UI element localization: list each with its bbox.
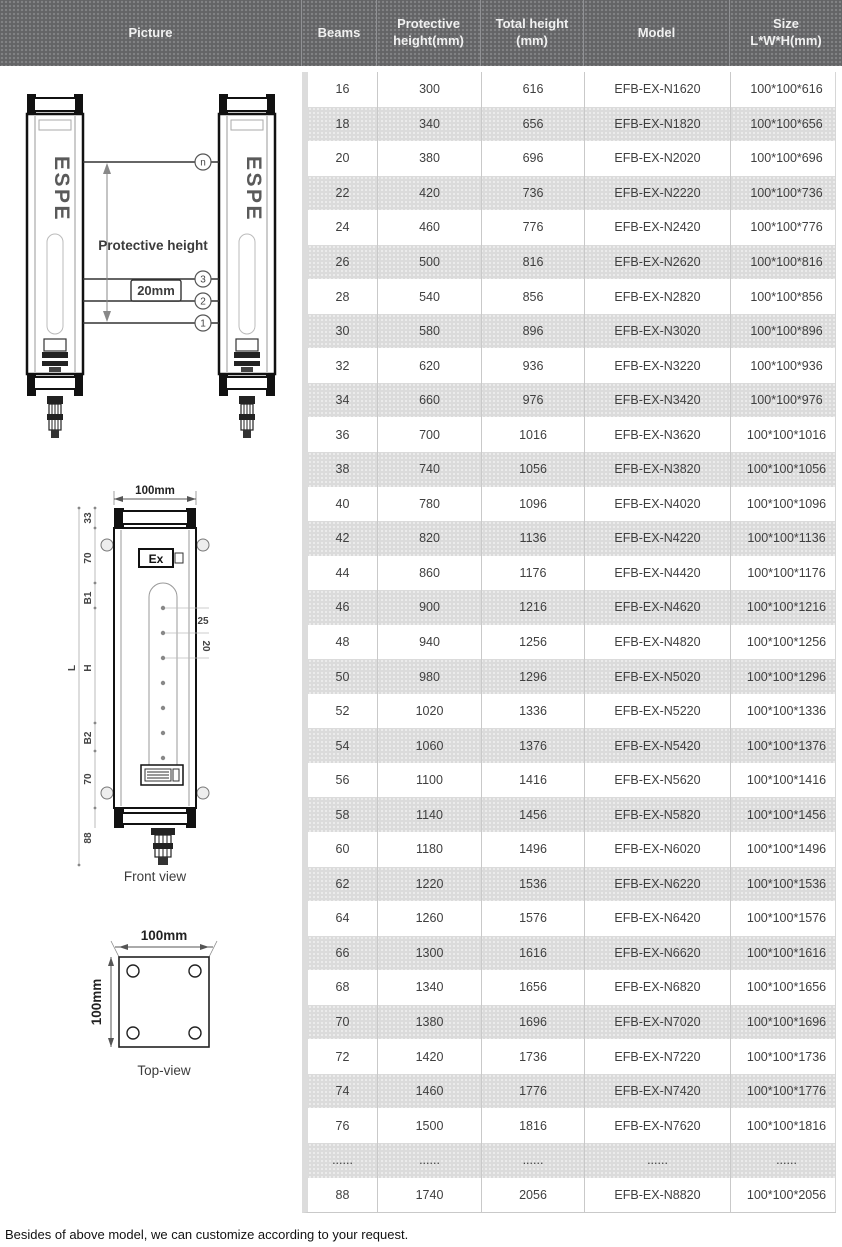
dim-33: 33 [83,512,94,524]
table-row [308,521,836,556]
table-cell: EFB-EX-N2420 [584,210,730,245]
table-cell: 976 [481,383,584,418]
dim-l: L [67,664,78,672]
customization-note: Besides of above model, we can customize according to your request. [5,1227,409,1243]
table-cell: 36 [335,427,350,442]
table-cell: 48 [335,635,350,650]
table-cell: EFB-EX-N7020 [584,1005,730,1040]
table-cell: 1300 [377,936,481,971]
dim-h: H [83,664,94,672]
table-cell: 100*100*776 [730,210,842,245]
table-row [308,832,836,867]
table-cell: 100*100*656 [730,107,842,142]
table-cell: 100*100*2056 [730,1178,842,1213]
table-cell: 32 [335,358,350,373]
header-protective-height: Protective height(mm) [377,0,481,66]
table-row [308,1108,836,1143]
table-cell: 1616 [481,936,584,971]
beam-marker-3: 3 [200,274,206,286]
table-cell: 740 [377,452,481,487]
table-cell: EFB-EX-N6620 [584,936,730,971]
table-cell: 1216 [481,590,584,625]
table-row [308,383,836,418]
table-cell: 100*100*1776 [730,1074,842,1109]
table-cell: EFB-EX-N4020 [584,487,730,522]
table-cell: 1176 [481,556,584,591]
dim-b1: B1 [83,591,94,605]
table-cell: 1420 [377,1039,481,1074]
table-cell: 700 [377,417,481,452]
table-cell: EFB-EX-N4820 [584,625,730,660]
table-cell: 38 [335,462,350,477]
table-cell: 580 [377,314,481,349]
table-cell: ...... [332,1153,353,1168]
table-row [308,1178,836,1213]
table-cell: 24 [335,220,350,235]
table-cell: 616 [481,72,584,107]
table-cell: 1816 [481,1108,584,1143]
table-row [308,1005,836,1040]
table-cell: 1736 [481,1039,584,1074]
table-cell: EFB-EX-N7220 [584,1039,730,1074]
table-cell: 52 [335,704,350,719]
table-cell: 1060 [377,728,481,763]
light-curtain-pair-diagram [3,84,299,459]
table-cell: 816 [481,245,584,280]
dim-25: 25 [197,616,209,627]
beam-marker-1: 1 [200,318,206,330]
table-cell: 100*100*1696 [730,1005,842,1040]
table-cell: EFB-EX-N5420 [584,728,730,763]
table-cell: 16 [335,82,350,97]
header-total-height: Total height (mm) [481,0,584,66]
table-row [308,797,836,832]
table-cell: 100*100*936 [730,348,842,383]
table-cell: EFB-EX-N2820 [584,279,730,314]
table-cell: ...... [377,1143,481,1178]
table-cell: 70 [335,1015,350,1030]
table-cell: 74 [335,1084,350,1099]
ex-marking: Ex [148,552,164,566]
table-cell: 76 [335,1118,350,1133]
table-cell: 100*100*736 [730,176,842,211]
table-cell: 1500 [377,1108,481,1143]
table-cell: EFB-EX-N3220 [584,348,730,383]
header-picture: Picture [0,0,302,66]
table-cell: 100*100*976 [730,383,842,418]
table-cell: 780 [377,487,481,522]
table-cell: 100*100*1576 [730,901,842,936]
table-cell: 1336 [481,694,584,729]
table-row [308,556,836,591]
table-cell: 776 [481,210,584,245]
table-cell: 22 [335,185,350,200]
table-cell: 54 [335,738,350,753]
table-cell: 1380 [377,1005,481,1040]
table-cell: 1740 [377,1178,481,1213]
table-cell: 340 [377,107,481,142]
table-cell: EFB-EX-N3820 [584,452,730,487]
table-row [308,901,836,936]
table-cell: 1460 [377,1074,481,1109]
table-cell: 100*100*1496 [730,832,842,867]
table-cell: 736 [481,176,584,211]
table-cell: 28 [335,289,350,304]
table-cell: 1020 [377,694,481,729]
table-cell: 980 [377,659,481,694]
table-cell: EFB-EX-N2220 [584,176,730,211]
table-row [308,279,836,314]
table-cell: EFB-EX-N8820 [584,1178,730,1213]
table-cell: 100*100*1056 [730,452,842,487]
table-cell: 42 [335,531,350,546]
front-view-diagram [51,483,251,883]
table-row [308,1039,836,1074]
table-cell: 100*100*1736 [730,1039,842,1074]
table-cell: EFB-EX-N3420 [584,383,730,418]
table-row [308,970,836,1005]
table-row [308,1143,836,1178]
front-width-dim: 100mm [135,485,175,497]
table-cell: 860 [377,556,481,591]
table-cell: 100*100*1256 [730,625,842,660]
table-cell: 1416 [481,763,584,798]
table-body [0,72,842,1213]
header-size: Size L*W*H(mm) [730,0,842,66]
table-row [308,763,836,798]
table-cell: 1180 [377,832,481,867]
table-cell: 56 [335,773,350,788]
table-row [308,694,836,729]
table-cell: 100*100*1136 [730,521,842,556]
table-cell: 660 [377,383,481,418]
table-cell: 856 [481,279,584,314]
front-view-caption: Front view [123,869,187,883]
table-row [308,245,836,280]
table-cell: 696 [481,141,584,176]
table-cell: 100*100*1176 [730,556,842,591]
table-cell: 62 [335,876,350,891]
table-cell: ...... [481,1143,584,1178]
table-cell: 60 [335,842,350,857]
top-view-diagram [51,927,251,1079]
table-cell: 1456 [481,797,584,832]
table-cell: 100*100*1016 [730,417,842,452]
table-cell: 46 [335,600,350,615]
table-cell: 100*100*1296 [730,659,842,694]
table-cell: EFB-EX-N5220 [584,694,730,729]
table-cell: 66 [335,945,350,960]
table-cell: EFB-EX-N7620 [584,1108,730,1143]
table-row [308,867,836,902]
table-cell: 100*100*1816 [730,1108,842,1143]
header-model: Model [584,0,730,66]
table-cell: 100*100*616 [730,72,842,107]
table-cell: 34 [335,393,350,408]
table-cell: EFB-EX-N4420 [584,556,730,591]
table-cell: 88 [335,1187,350,1202]
table-cell: EFB-EX-N5820 [584,797,730,832]
table-cell: 1140 [377,797,481,832]
table-cell: 30 [335,324,350,339]
table-row [308,141,836,176]
table-cell: 1260 [377,901,481,936]
table-cell: 420 [377,176,481,211]
table-cell: 100*100*816 [730,245,842,280]
table-row [308,314,836,349]
table-cell: 100*100*696 [730,141,842,176]
table-cell: 1656 [481,970,584,1005]
table-cell: 936 [481,348,584,383]
dim-70-bottom: 70 [83,773,94,785]
table-cell: 620 [377,348,481,383]
table-cell: 1536 [481,867,584,902]
table-row [308,176,836,211]
table-row [308,348,836,383]
table-cell: EFB-EX-N2620 [584,245,730,280]
table-row [308,452,836,487]
table-cell: 100*100*1656 [730,970,842,1005]
table-cell: 44 [335,565,350,580]
table-cell: 100*100*1216 [730,590,842,625]
table-cell: 100*100*1376 [730,728,842,763]
table-row [308,210,836,245]
table-cell: 1776 [481,1074,584,1109]
table-cell: 1296 [481,659,584,694]
table-cell: 1220 [377,867,481,902]
table-cell: 68 [335,980,350,995]
table-cell: EFB-EX-N4620 [584,590,730,625]
table-cell: 72 [335,1049,350,1064]
table-cell: 100*100*896 [730,314,842,349]
table-cell: EFB-EX-N5620 [584,763,730,798]
protective-height-label: Protective height [98,238,208,253]
table-body-rows [302,72,836,1213]
table-cell: EFB-EX-N4220 [584,521,730,556]
table-cell: 1696 [481,1005,584,1040]
table-cell: 940 [377,625,481,660]
table-row [308,417,836,452]
table-cell: ...... [584,1143,730,1178]
table-row [308,936,836,971]
table-cell: EFB-EX-N6420 [584,901,730,936]
table-cell: 20 [335,151,350,166]
table-row [308,1074,836,1109]
table-header-row [0,0,842,66]
beam-marker-2: 2 [200,296,206,308]
table-cell: 64 [335,911,350,926]
table-cell: 1376 [481,728,584,763]
table-cell: 500 [377,245,481,280]
table-cell: 380 [377,141,481,176]
table-cell: 100*100*1416 [730,763,842,798]
table-cell: 900 [377,590,481,625]
table-cell: 100*100*1616 [730,936,842,971]
table-cell: 460 [377,210,481,245]
table-row [308,659,836,694]
table-row [308,728,836,763]
table-cell: EFB-EX-N6020 [584,832,730,867]
brand-label-left: ESPE [50,155,73,223]
table-cell: 896 [481,314,584,349]
table-cell: 100*100*1336 [730,694,842,729]
table-cell: 26 [335,255,350,269]
table-cell: 40 [335,496,350,511]
table-cell: 1256 [481,625,584,660]
table-cell: 1340 [377,970,481,1005]
top-view-caption: Top-view [137,1063,191,1078]
table-cell: 1100 [377,763,481,798]
table-cell: 100*100*1536 [730,867,842,902]
table-cell: 100*100*856 [730,279,842,314]
header-beams: Beams [302,0,377,66]
table-cell: 2056 [481,1178,584,1213]
table-row [308,107,836,142]
table-cell: 58 [335,807,350,822]
table-cell: 1016 [481,417,584,452]
table-row [308,590,836,625]
top-height-dim: 100mm [89,978,104,1026]
table-cell: 1056 [481,452,584,487]
table-cell: 300 [377,72,481,107]
dim-88: 88 [83,832,94,844]
table-cell: 1576 [481,901,584,936]
table-cell: EFB-EX-N3020 [584,314,730,349]
table-cell: EFB-EX-N1620 [584,72,730,107]
table-cell: 100*100*1096 [730,487,842,522]
table-cell: EFB-EX-N1820 [584,107,730,142]
table-row [308,487,836,522]
dim-70-top: 70 [83,552,94,564]
table-row [308,625,836,660]
table-cell: 1096 [481,487,584,522]
top-width-dim: 100mm [140,928,188,943]
beam-marker-n: n [200,157,206,169]
table-cell: 540 [377,279,481,314]
picture-column [0,72,302,1213]
dim-b2: B2 [83,731,94,745]
table-cell: ...... [730,1143,842,1178]
table-cell: 50 [335,669,350,684]
table-cell: 100*100*1456 [730,797,842,832]
brand-label-right: ESPE [242,155,265,223]
table-cell: EFB-EX-N5020 [584,659,730,694]
table-cell: EFB-EX-N6220 [584,867,730,902]
table-cell: 1136 [481,521,584,556]
table-cell: 18 [335,116,350,131]
table-cell: 656 [481,107,584,142]
table-cell: 820 [377,521,481,556]
table-cell: EFB-EX-N3620 [584,417,730,452]
table-cell: 1496 [481,832,584,867]
beam-pitch-label: 20mm [137,283,175,298]
table-cell: EFB-EX-N7420 [584,1074,730,1109]
table-cell: EFB-EX-N2020 [584,141,730,176]
table-cell: EFB-EX-N6820 [584,970,730,1005]
table-row [308,72,836,107]
dim-20: 20 [200,640,211,652]
